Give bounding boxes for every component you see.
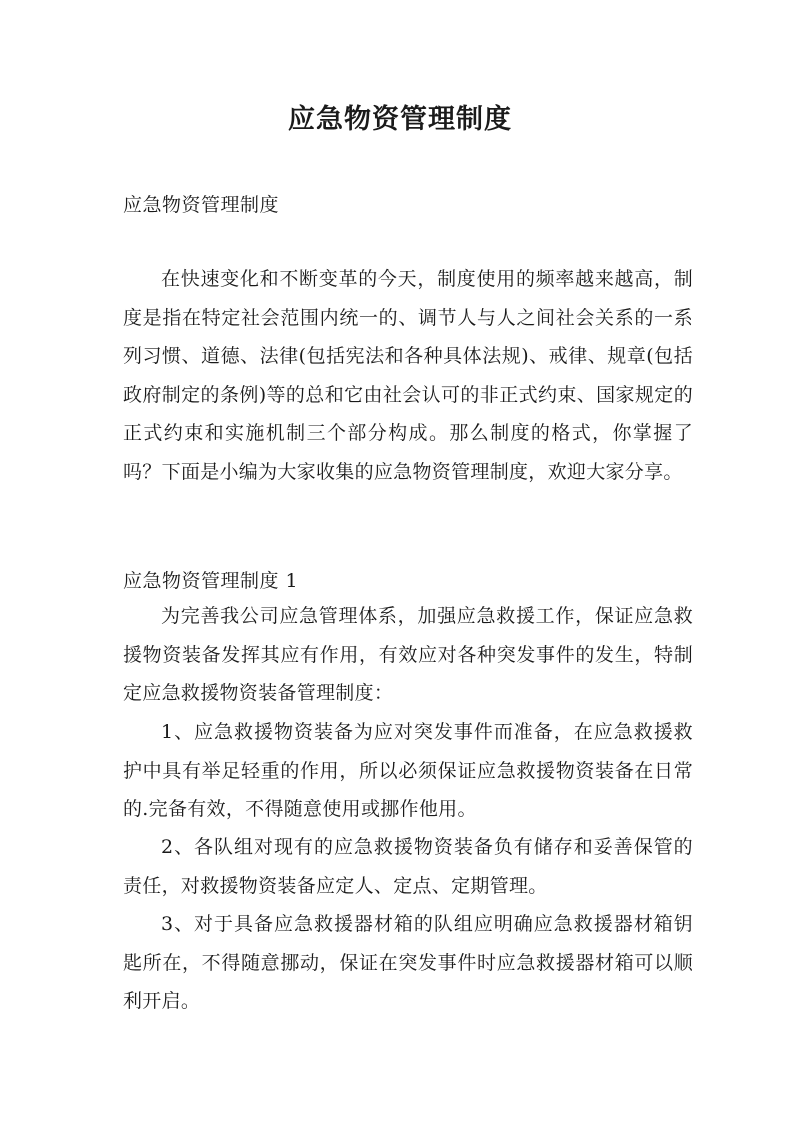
intro-paragraph: 在快速变化和不断变革的今天，制度使用的频率越来越高，制度是指在特定社会范围内统一的、调节人与人之间社会关系的一系列习惯、道德、法律(包括宪法和各种具体法规)、戒律、规章(包括政府制定的条例)等的总和它由社会认可的非正式约束、国家规定的正式约束和实施机制三个部分构成。那么制度的格式，你掌握了吗？下面是小编为大家收集的应急物资管理制度，欢迎大家分享。 [123,268,693,483]
clause-1: 1、应急救援物资装备为应对突发事件而准备，在应急救援救护中具有举足轻重的作用，所以必须保证应急救援物资装备在日常的.完备有效，不得随意使用或挪作他用。 [123,721,693,820]
document-title: 应急物资管理制度 [288,104,512,135]
clause-3: 3、对于具备应急救援器材箱的队组应明确应急救援器材箱钥匙所在，不得随意挪动，保证在突发事件时应急救援器材箱可以顺利开启。 [123,913,693,1012]
clause-2: 2、各队组对现有的应急救援物资装备负有储存和妥善保管的责任，对救援物资装备应定人、定点、定期管理。 [123,836,693,897]
document-subtitle: 应急物资管理制度 [123,194,280,216]
section-paragraph: 为完善我公司应急管理体系，加强应急救援工作，保证应急救援物资装备发挥其应有作用，有效应对各种突发事件的发生，特制定应急救援物资装备管理制度： [123,605,693,704]
section-heading: 应急物资管理制度 1 [123,570,299,592]
